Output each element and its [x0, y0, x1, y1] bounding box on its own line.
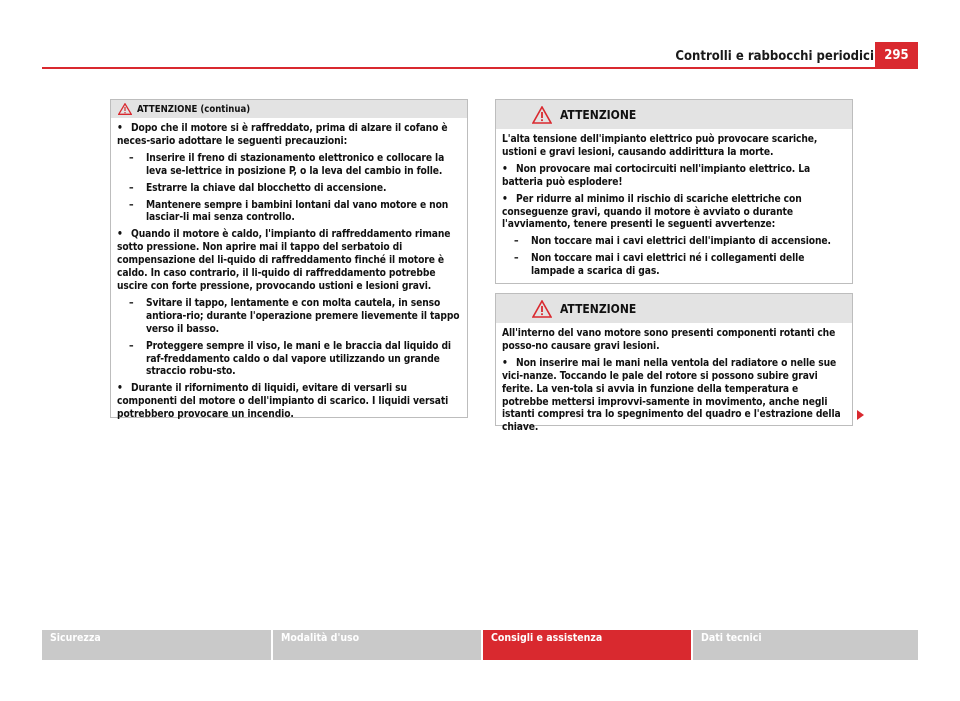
dash-item	[117, 183, 461, 196]
dash-text: Non toccare mai i cavi elettrici né i collegamenti delle lampade a scarica di gas.	[531, 253, 805, 278]
dash-icon: –	[129, 297, 134, 309]
dash-item	[117, 298, 461, 337]
bullet-text: Durante il rifornimento di liquidi, evitare di versarli su componenti del motore o dell'impianto di scarico. I liquidi versati potrebbero provocare un incendio.	[117, 383, 449, 421]
warning-box-header	[496, 100, 852, 129]
warning-triangle-icon	[117, 102, 133, 116]
dash-text: Estrarre la chiave dal blocchetto di accensione.	[146, 182, 387, 194]
footer-tab-sicurezza[interactable]: Sicurezza	[42, 630, 271, 660]
bullet-item	[117, 229, 461, 294]
bullet-icon: •	[117, 229, 123, 241]
bullet-item	[117, 123, 461, 149]
paragraph: All'interno del vano motore sono presenti componenti rotanti che posso-no causare gravi lesioni.	[502, 328, 836, 352]
bullet-item	[502, 164, 846, 190]
dash-item	[117, 153, 461, 179]
warning-box-header	[111, 100, 467, 118]
dash-item	[502, 253, 846, 279]
bullet-text: Per ridurre al minimo il rischio di scariche elettriche con conseguenze gravi, quando il motore è avviato o durante l'avviamento, tenere presenti le seguenti avvertenze:	[502, 193, 802, 231]
bullet-text: Dopo che il motore si è raffreddato, prima di alzare il cofano è neces-sario adottare le seguenti precauzioni:	[117, 123, 448, 147]
dash-text: Proteggere sempre il viso, le mani e le braccia dal liquido di raf-freddamento caldo o dal vapore utilizzando un grande straccio robu-sto.	[146, 340, 451, 378]
warning-box-continued	[110, 99, 468, 421]
footer-nav	[42, 630, 918, 660]
continue-arrow-icon	[857, 410, 864, 420]
bullet-icon: •	[117, 383, 123, 395]
dash-item	[117, 200, 461, 226]
dash-text: Non toccare mai i cavi elettrici dell'impianto di accensione.	[531, 236, 831, 248]
bullet-icon: •	[502, 163, 508, 175]
bullet-text: Quando il motore è caldo, l'impianto di raffreddamento rimane sotto pressione. Non aprire mai il tappo del serbatoio di compensazione del li-quido di raffreddamento finché il motore è caldo. In caso contrario, il li-quido di raffreddamento potrebbe uscire con forte pressione, provocando ustioni e lesioni gravi.	[117, 229, 451, 292]
bullet-item	[117, 383, 461, 422]
footer-tab-modalita-uso[interactable]: Modalità d'uso	[273, 630, 481, 660]
dash-text: Inserire il freno di stazionamento elettronico e collocare la leva se-lettrice in posizione P, o la leva del cambio in folle.	[146, 152, 445, 177]
warning-triangle-icon	[532, 300, 552, 318]
dash-icon: –	[129, 182, 134, 194]
warning-box-header	[496, 294, 852, 323]
dash-icon: –	[514, 253, 519, 265]
dash-icon: –	[514, 236, 519, 248]
dash-item	[502, 236, 846, 249]
dash-text: Svitare il tappo, lentamente e con molta cautela, in senso antiora-rio; durante l'operazione premere lievemente il tappo verso il basso.	[146, 297, 460, 335]
warning-heading: ATTENZIONE	[560, 107, 637, 122]
bullet-icon: •	[502, 193, 508, 205]
header-rule	[42, 67, 918, 69]
warning-box-body	[111, 118, 467, 432]
bullet-text: Non inserire mai le mani nella ventola del radiatore o nelle sue vici-nanze. Toccando le pale del rotore si possono subire gravi ferite. La ven-tola si avvia in funzione della temperatura e potrebbe mettersi improvvi-samente in movimento, anche negli istanti compresi tra lo spegnimento del quadro e l'estrazione della chiave.	[502, 357, 841, 434]
footer-tab-consigli-assistenza[interactable]: Consigli e assistenza	[483, 630, 691, 660]
dash-icon: –	[129, 152, 134, 164]
dash-icon: –	[129, 340, 134, 352]
bullet-icon: •	[502, 357, 508, 369]
bullet-item	[502, 358, 846, 435]
dash-icon: –	[129, 199, 134, 211]
bullet-icon: •	[117, 123, 123, 134]
warning-box-rotating-parts	[495, 293, 853, 434]
dash-text: Mantenere sempre i bambini lontani dal vano motore e non lasciar-li mai senza controllo.	[146, 199, 449, 224]
warning-box-body	[496, 323, 852, 445]
warning-triangle-icon	[532, 106, 552, 124]
page-header-title: Controlli e rabbocchi periodici	[675, 49, 874, 64]
page-number: 295	[875, 42, 918, 68]
warning-heading: ATTENZIONE (continua)	[137, 103, 251, 115]
bullet-text: Non provocare mai cortocircuiti nell'impianto elettrico. La batteria può esplodere!	[502, 163, 811, 188]
bullet-item	[502, 194, 846, 233]
dash-item	[117, 341, 461, 380]
footer-tab-dati-tecnici[interactable]: Dati tecnici	[693, 630, 918, 660]
warning-box-body	[496, 129, 852, 289]
paragraph: L'alta tensione dell'impianto elettrico può provocare scariche, ustioni e gravi lesioni, causando addirittura la morte.	[502, 134, 818, 158]
warning-heading: ATTENZIONE	[560, 301, 637, 316]
warning-box-high-voltage	[495, 99, 853, 284]
